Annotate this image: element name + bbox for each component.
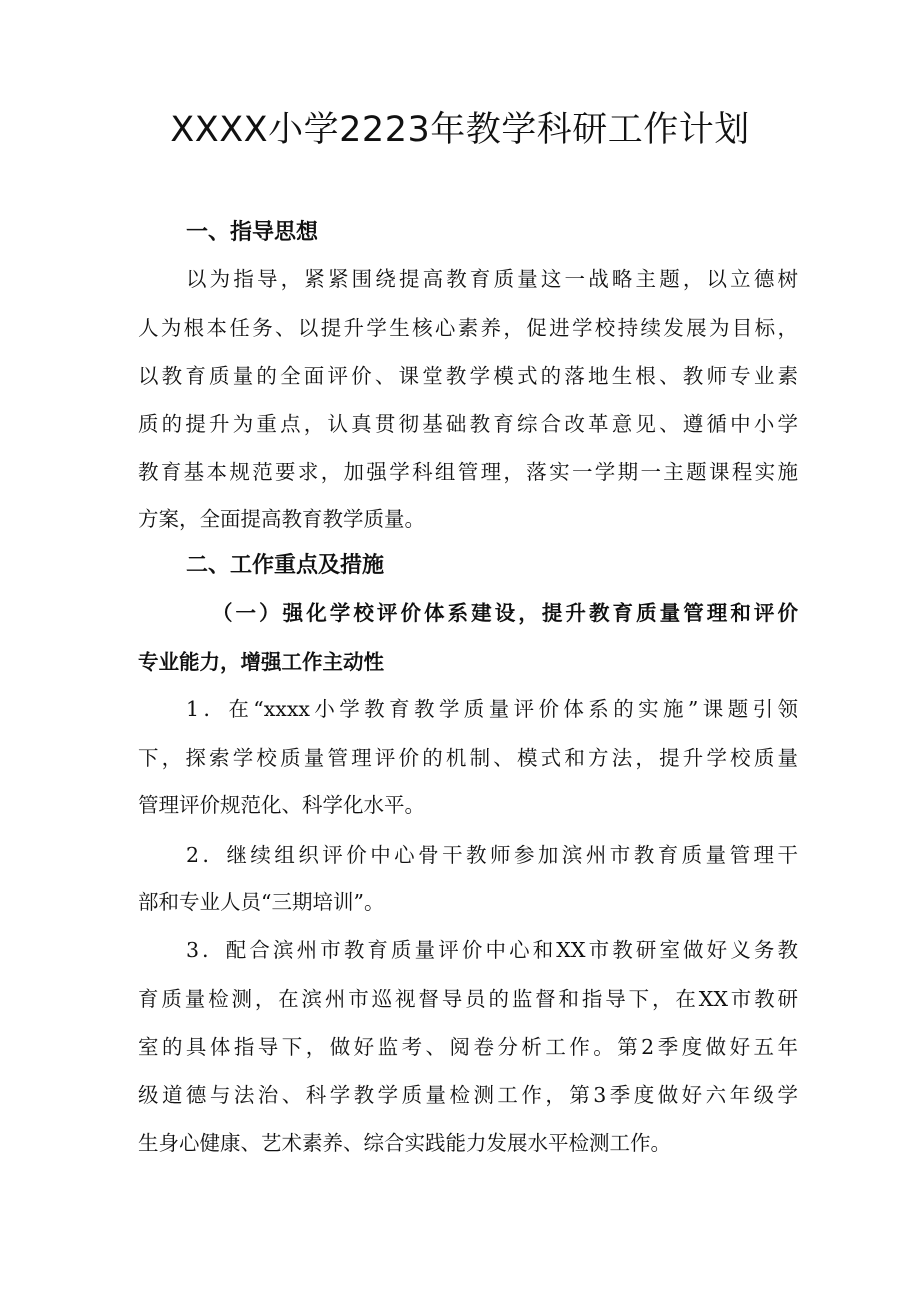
- item-line: 部和专业人员“三期培训”。: [138, 890, 385, 914]
- subheading-line: 专业能力，增强工作主动性: [138, 650, 384, 674]
- item-line: 3．配合滨州市教育质量评价中心和XX市教研室做好义务教: [186, 938, 798, 962]
- paragraph-line: 教育基本规范要求，加强学科组管理，落实一学期一主题课程实施: [138, 460, 798, 484]
- section-heading-key-work: 二、工作重点及措施: [186, 553, 385, 578]
- item-line: 育质量检测，在滨州市巡视督导员的监督和指导下，在XX市教研: [138, 987, 798, 1011]
- item-line: 级道德与法治、科学教学质量检测工作，第3季度做好六年级学: [138, 1083, 798, 1107]
- item-line: 2．继续组织评价中心骨干教师参加滨州市教育质量管理干: [186, 843, 798, 867]
- item-line: 管理评价规范化、科学化水平。: [138, 793, 425, 817]
- paragraph-line: 以为指导，紧紧围绕提高教育质量这一战略主题，以立德树: [186, 267, 798, 291]
- paragraph-line: 人为根本任务、以提升学生核心素养，促进学校持续发展为目标，: [138, 316, 798, 340]
- document-title: XXXX小学2223年教学科研工作计划: [170, 110, 750, 150]
- item-line: 下，探索学校质量管理评价的机制、模式和方法，提升学校质量: [138, 746, 798, 770]
- paragraph-line: 以教育质量的全面评价、课堂教学模式的落地生根、教师专业素: [138, 364, 798, 388]
- subheading-line: （一）强化学校评价体系建设，提升教育质量管理和评价: [212, 601, 798, 625]
- item-line: 1．在“xxxx小学教育教学质量评价体系的实施”课题引领: [186, 697, 798, 721]
- section-heading-guiding-ideology: 一、指导思想: [186, 220, 319, 245]
- paragraph-line: 质的提升为重点，认真贯彻基础教育综合改革意见、遵循中小学: [138, 412, 798, 436]
- item-line: 室的具体指导下，做好监考、阅卷分析工作。第2季度做好五年: [138, 1035, 798, 1059]
- item-line: 生身心健康、艺术素养、综合实践能力发展水平检测工作。: [138, 1131, 671, 1155]
- paragraph-line: 方案，全面提高教育教学质量。: [138, 507, 425, 531]
